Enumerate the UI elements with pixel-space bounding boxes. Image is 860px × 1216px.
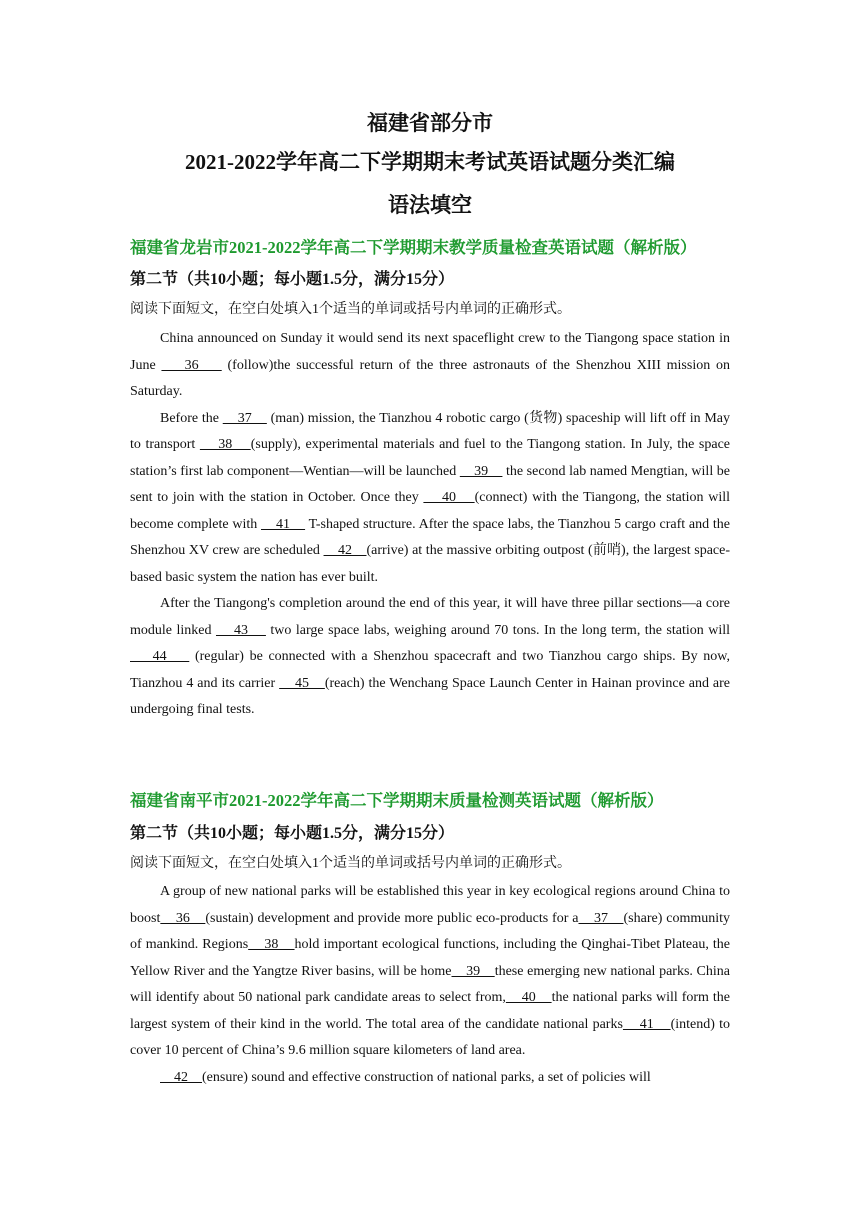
- section2-part: 第二节（共10小题；每小题1.5分，满分15分）: [130, 825, 455, 842]
- section1-paragraph-1: China announced on Sunday it would send its next spaceflight crew to the Tiangong space station in June 36 (follow)the successful return of the three astronauts of the Shenzhou XIII mission on Saturday.: [130, 331, 730, 399]
- section1-part: 第二节（共10小题；每小题1.5分，满分15分）: [130, 271, 455, 288]
- blank-36[interactable]: 36: [161, 357, 222, 373]
- blank-45[interactable]: 45: [279, 675, 325, 691]
- blank-44[interactable]: 44: [130, 649, 190, 664]
- section1-paragraph-3: After the Tiangong's completion around the end of this year, it will have three pillar sections—a core module linked 43 two large space labs, weighing around 70 tons. In the long term, the station will 44 (regular) be connected with a Shenzhou spacecraft and two Tianzhou cargo ships. By now, Tianzhou 4 and its carrier 45 (reach) the Wenchang Space Launch Center in Hainan province and are undergoing final tests.: [130, 596, 731, 717]
- blank-38[interactable]: 38: [248, 937, 295, 952]
- section2-instruction: 阅读下面短文，在空白处填入1个适当的单词或括号内单词的正确形式。: [130, 856, 571, 871]
- section1-instruction: 阅读下面短文，在空白处填入1个适当的单词或括号内单词的正确形式。: [130, 302, 571, 317]
- blank-42[interactable]: 42: [323, 543, 367, 558]
- blank-37[interactable]: 37: [222, 410, 267, 426]
- document-title-main: 2021-2022学年高二下学期期末考试英语试题分类汇编: [185, 150, 675, 174]
- blank-41[interactable]: 41: [261, 516, 306, 532]
- section1-passage: [130, 326, 730, 724]
- blank-42[interactable]: 42: [160, 1069, 202, 1085]
- blank-43[interactable]: 43: [215, 622, 266, 638]
- section2-paragraph-2: 42 (ensure) sound and effective construction of national parks, a set of policies will: [160, 1069, 651, 1085]
- section2-paragraph-1: A group of new national parks will be established this year in key ecological regions around China to boost 36 (sustain) development and provide more public eco-products for a 37 (share) community of mankind. Regions 38 hold important ecological functions, including the Qinghai-Tibet Plateau, the Yellow River and the Yangtze River basins, will be home 39 these emerging new national parks. China will identify about 50 national park candidate areas to select from, 40 the national parks will form the largest system of their kind in the world. The total area of the candidate national parks 41 (intend) to cover 10 percent of China’s 9.6 million square kilometers of land area.: [130, 884, 731, 1058]
- document-title-region: 福建省部分市: [367, 111, 493, 135]
- blank-39[interactable]: 39: [451, 963, 495, 979]
- document-title-topic: 语法填空: [388, 193, 472, 217]
- section1-source: 福建省龙岩市2021-2022学年高二下学期期末教学质量检查英语试题（解析版）: [130, 238, 697, 257]
- blank-40[interactable]: 40: [505, 990, 552, 1005]
- section2-source: 福建省南平市2021-2022学年高二下学期期末质量检测英语试题（解析版）: [130, 791, 664, 810]
- blank-40[interactable]: 40: [423, 490, 475, 505]
- blank-41[interactable]: 41: [622, 1016, 671, 1032]
- blank-38[interactable]: 38: [199, 437, 251, 452]
- section1-paragraph-2: Before the 37 (man) mission, the Tianzhou 4 robotic cargo (货物) spaceship will lift off in May to transport 38 (supply), experimental materials and fuel to the Tiangong station. In July, the space station’s first lab component—Wentian—will be launched 39 the second lab named Mengtian, will be sent to join with the station in October. Once they 40 (connect) with the Tiangong, the station will become complete with 41 T-shaped structure. After the space labs, the Tianzhou 5 cargo craft and the Shenzhou XV crew are scheduled 42 (arrive) at the massive orbiting outpost (前哨), the largest space-based basic system the nation has ever built.: [130, 410, 731, 585]
- section2-passage: [130, 879, 730, 1091]
- blank-39[interactable]: 39: [459, 463, 503, 479]
- blank-37[interactable]: 37: [578, 910, 624, 926]
- blank-36[interactable]: 36: [160, 910, 206, 926]
